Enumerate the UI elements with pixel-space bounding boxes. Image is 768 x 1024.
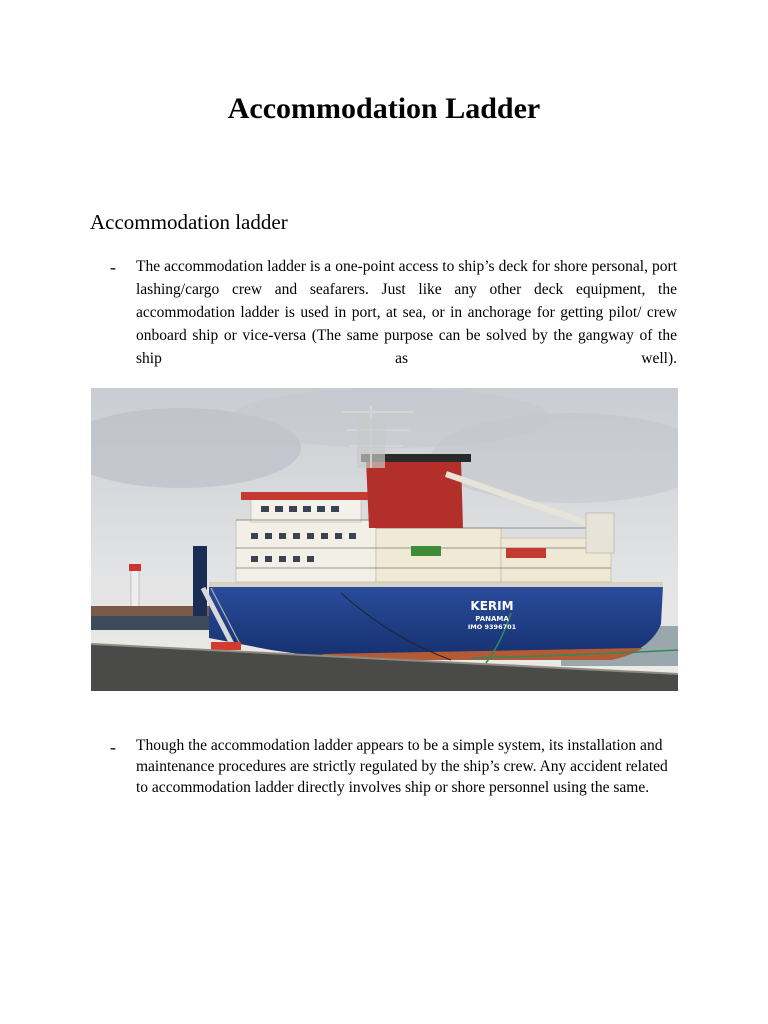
lighthouse xyxy=(131,570,139,610)
ship-photo xyxy=(91,388,678,691)
paragraph-2: Though the accommodation ladder appears to be a simple system, its installation and maintenance procedures are strictly regulated by the ship’s crew. Any accident related to accommodation ladder directly involves ship or shore personnel using the same. xyxy=(136,737,668,796)
page-title: Accommodation Ladder xyxy=(227,92,541,125)
paragraph-1: The accommodation ladder is a one-point access to ship’s deck for shore personal, port lashing/cargo crew and seafarers. Just like any other deck equipment, the accommodation ladder is used in port, at sea, or in anchorage for getting pilot/ crew onboard ship or vice-versa (The same purpose can be solved by the gangway of the ship as well). xyxy=(136,258,677,367)
hull-port-registry: PANAMA xyxy=(475,615,509,623)
superstructure xyxy=(236,520,376,582)
deck-crane-tower xyxy=(193,546,207,616)
hull-ship-name: KERIM xyxy=(470,599,514,613)
bullet-marker-2: - xyxy=(110,737,116,757)
ship-funnel xyxy=(366,460,463,528)
section-heading: Accommodation ladder xyxy=(90,210,288,234)
bullet-marker: - xyxy=(110,257,116,277)
hull-imo-number: IMO 9396701 xyxy=(467,623,517,631)
